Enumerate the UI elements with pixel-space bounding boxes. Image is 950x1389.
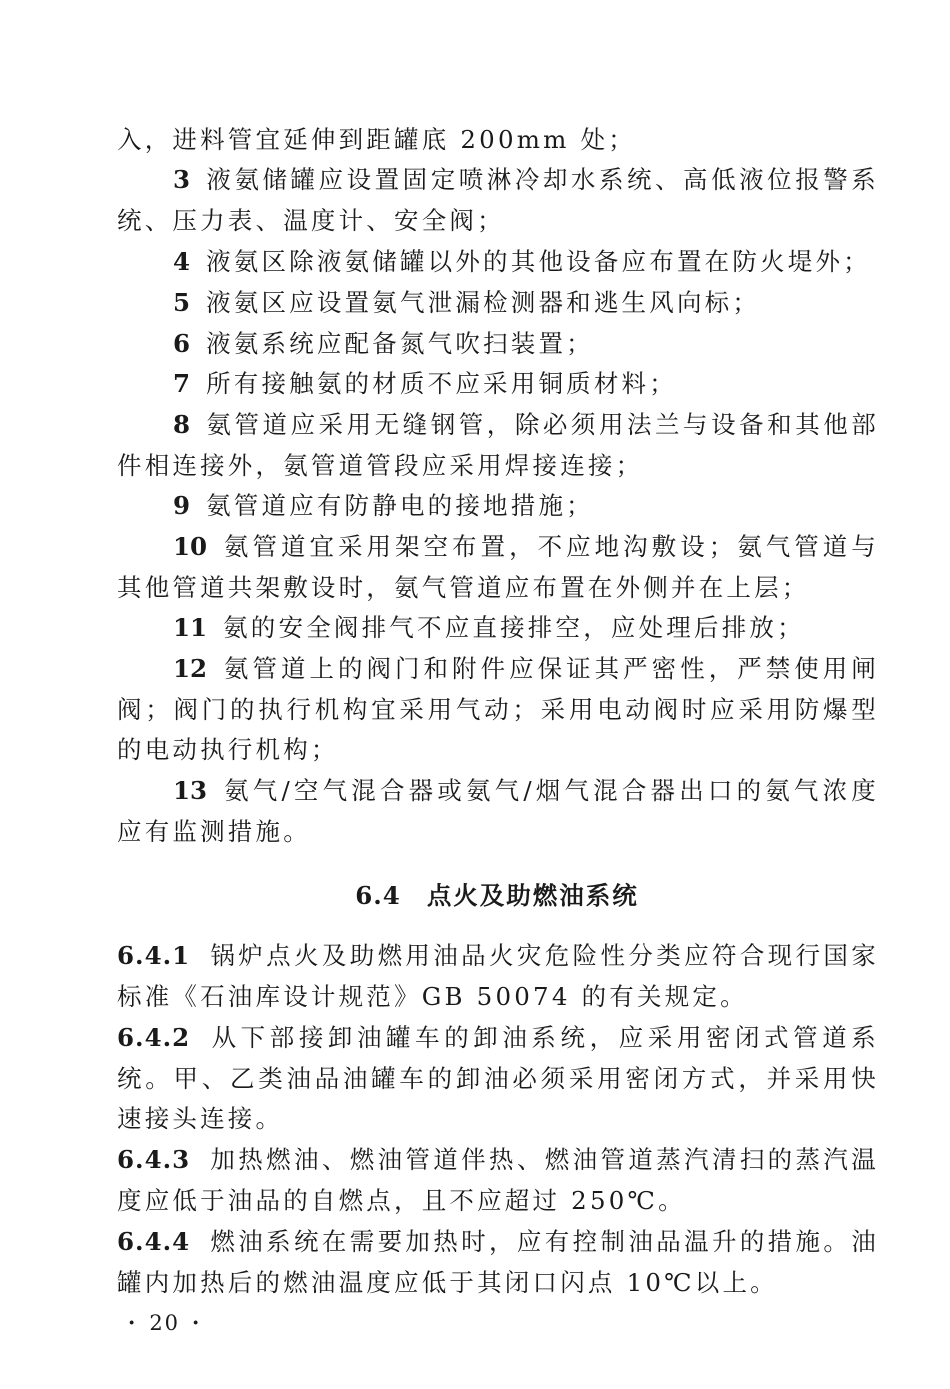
list-item-number: 11 <box>173 613 208 642</box>
list-item-5 <box>117 283 879 324</box>
list-item-text: 所有接触氨的材质不应采用铜质材料； <box>206 369 677 398</box>
list-item-text: 液氨储罐应设置固定喷淋冷却水系统、高低液位报警系统、压力表、温度计、安全阀； <box>117 165 879 235</box>
list-item-11 <box>117 608 879 649</box>
clause-6-4-2 <box>117 1018 879 1140</box>
list-item-8 <box>117 405 879 486</box>
page-number-dot: · <box>192 1310 202 1335</box>
list-item-text: 氨的安全阀排气不应直接排空，应处理后排放； <box>223 613 805 642</box>
list-item-text: 氨管道应有防静电的接地措施； <box>206 491 594 520</box>
list-item-12 <box>117 649 879 771</box>
clause-6-4-4 <box>117 1222 879 1303</box>
list-item-number: 10 <box>173 532 208 561</box>
list-item-number: 7 <box>173 369 191 398</box>
clause-number: 6.4.3 <box>117 1145 191 1174</box>
list-item-text: 氨管道宜采用架空布置，不应地沟敷设；氨气管道与其他管道共架敷设时，氨气管道应布置在外侧并在上层； <box>117 532 879 602</box>
list-item-3 <box>117 160 879 241</box>
list-item-text: 液氨系统应配备氮气吹扫装置； <box>206 329 594 358</box>
list-item-7 <box>117 364 879 405</box>
list-item-text: 液氨区除液氨储罐以外的其他设备应布置在防火堤外； <box>206 247 871 276</box>
clause-text: 从下部接卸油罐车的卸油系统，应采用密闭式管道系统。甲、乙类油品油罐车的卸油必须采用密闭方式，并采用快速接头连接。 <box>117 1023 879 1134</box>
clause-number: 6.4.4 <box>117 1227 191 1256</box>
page-number-value: 20 <box>149 1311 181 1335</box>
list-item-text: 氨管道上的阀门和附件应保证其严密性，严禁使用闸阀；阀门的执行机构宜采用气动；采用电动阀时应采用防爆型的电动执行机构； <box>117 654 879 765</box>
page-number <box>116 1308 213 1338</box>
list-item-number: 8 <box>173 410 191 439</box>
list-item-text: 氨气/空气混合器或氨气/烟气混合器出口的氨气浓度应有监测措施。 <box>117 776 879 846</box>
section-number: 6.4 <box>355 881 401 910</box>
list-item-10 <box>117 527 879 608</box>
clause-6-4-3 <box>117 1140 879 1221</box>
section-heading <box>0 876 950 916</box>
list-item-text: 液氨区应设置氨气泄漏检测器和逃生风向标； <box>206 288 761 317</box>
clause-number: 6.4.1 <box>117 941 191 970</box>
clause-text: 加热燃油、燃油管道伴热、燃油管道蒸汽清扫的蒸汽温度应低于油品的自燃点，且不应超过 250℃。 <box>117 1145 879 1215</box>
list-item-number: 13 <box>173 776 208 805</box>
list-item-9 <box>117 486 879 527</box>
section-title: 点火及助燃油系统 <box>426 881 639 910</box>
clause-text: 锅炉点火及助燃用油品火灾危险性分类应符合现行国家标准《石油库设计规范》GB 50074 的有关规定。 <box>117 941 879 1011</box>
clause-number: 6.4.2 <box>117 1023 191 1052</box>
list-item-number: 4 <box>173 247 191 276</box>
list-item-4 <box>117 242 879 283</box>
list-item-text: 氨管道应采用无缝钢管，除必须用法兰与设备和其他部件相连接外，氨管道管段应采用焊接连接； <box>117 410 879 480</box>
clause-text: 燃油系统在需要加热时，应有控制油品温升的措施。油罐内加热后的燃油温度应低于其闭口闪点 10℃以上。 <box>117 1227 879 1297</box>
page-number-dot: · <box>128 1310 138 1335</box>
list-item-number: 12 <box>173 654 208 683</box>
list-item-6 <box>117 324 879 365</box>
list-item-text: 入，进料管宜延伸到距罐底 200mm 处； <box>117 125 637 154</box>
list-item-number: 9 <box>173 491 191 520</box>
list-item-number: 3 <box>173 165 191 194</box>
list-item-13 <box>117 771 879 852</box>
list-item-number: 5 <box>173 288 191 317</box>
list-item-number: 6 <box>173 329 191 358</box>
clause-6-4-1 <box>117 936 879 1017</box>
list-item-continuation <box>117 120 879 161</box>
